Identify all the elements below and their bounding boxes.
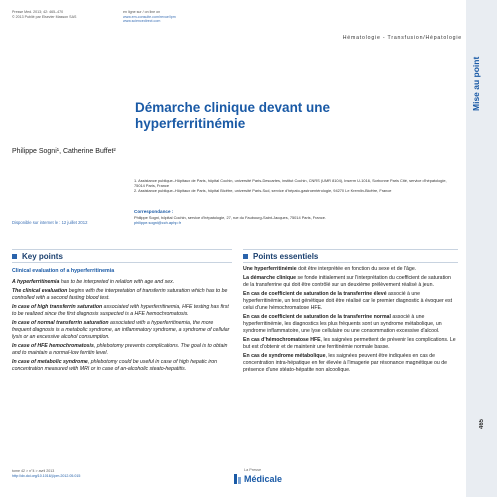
points-essentiels-title: Points essentiels xyxy=(253,252,319,261)
section-tab-label: Mise au point xyxy=(471,56,481,112)
paragraph-lead: En cas de syndrome métabolique xyxy=(243,352,326,359)
page-number: 465 xyxy=(479,418,485,429)
bullet-square-icon xyxy=(12,254,17,259)
section-heading: Hématologie - Transfusion/Hépatologie xyxy=(342,35,462,41)
paragraph-lead: In case of metabolic syndrome xyxy=(12,358,88,365)
affiliation-item: 2. Assistance publique–Hôpitaux de Paris, hôpital Bicêtre, université Paris-Sud, service d'hépato-gastroentérologie, 94270 Le Kremlin-Bicêtre, France xyxy=(134,188,392,193)
paragraph-text: associated with a hyperferritinemia, the more frequent diagnosis is a metabolic syndrome, an inflammatory syndrome, a syndrome of cellular lysis or an excessive alcohol consumption. xyxy=(12,319,230,340)
paragraph xyxy=(243,291,458,313)
paragraph xyxy=(12,359,232,373)
paragraph-lead: En cas d'hémochromatose HFE xyxy=(243,336,321,343)
logo-mark-icon xyxy=(234,474,242,484)
article-authors: Philippe Sogni¹, Catherine Buffet² xyxy=(12,148,116,155)
paragraph xyxy=(243,337,458,351)
paragraph xyxy=(243,314,458,336)
points-essentiels-heading xyxy=(243,252,318,261)
affiliation-item: 1. Assistance publique–Hôpitaux de Paris, hôpital Cochin, université Paris-Descartes, institut Cochin, CNRS (UMR 8104), Inserm U-1016, Sorbonne Paris Cité, service d'hépatologie, 75014 Paris, France xyxy=(134,178,447,188)
journal-logo xyxy=(232,466,302,488)
key-points-heading xyxy=(12,252,63,261)
divider xyxy=(12,262,232,263)
availability-note: Disponible sur internet le : 12 juillet 2012 xyxy=(12,220,88,225)
footer-info xyxy=(12,469,132,478)
paragraph-text: associé à une hyperferritinémie, un test génétique doit être réalisé car le premier diagnostic à évoquer est celui d'une hémochromatose HFE. xyxy=(243,290,453,312)
paragraph-lead: Une hyperferritinémie xyxy=(243,266,297,272)
journal-info xyxy=(12,10,122,19)
online-link[interactable]: www.em-consulte.com/revue/lpm xyxy=(123,14,176,19)
bullet-square-icon xyxy=(243,254,248,259)
key-points-body xyxy=(12,279,232,374)
key-points-subheading: Clinical evaluation of a hyperferritinemia xyxy=(12,268,115,274)
logo-top-text: La Presse xyxy=(244,468,262,472)
paragraph-text: , phlebotomy prevents complications. The goal is to obtain and to maintain a normal-low ferritin level. xyxy=(12,342,228,356)
paragraph-lead: The clinical evaluation xyxy=(12,287,68,294)
correspondence-address: Philippe Sogni, hôpital Cochin, service d'hépatologie, 27, rue du Faubourg-Saint-Jacques, 75014 Paris, France. xyxy=(134,215,326,220)
divider xyxy=(12,249,232,250)
paragraph-text: , les saignées peuvent être indiquées en cas de concentration intra-hépatique en fer élevée à l'imagerie par résonance magnétique ou de présence d'une stéato-hépatite non alcoolique. xyxy=(243,352,448,374)
correspondence-title: Correspondance : xyxy=(134,209,174,214)
paragraph-text: associé à une hyperferritinémie, les diagnostics les plus fréquents sont un syndrome métabolique, un syndrome inflammatoire, une lyse cellulaire ou une consommation excessive d'alcool. xyxy=(243,313,442,335)
footer-line: tome 42 > n°4 > avril 2013 xyxy=(12,469,55,473)
paragraph xyxy=(12,320,232,342)
paragraph-text: associated with hyperferritinemia, HFE testing has first to be realized since the first diagnosis suspected is a HFE hemochromatosis. xyxy=(12,303,229,317)
paragraph-lead: A hyperferritinemia xyxy=(12,279,60,285)
paragraph-text: doit être interprétée en fonction du sexe et de l'âge. xyxy=(296,266,417,272)
paragraph xyxy=(12,288,232,302)
online-line: en ligne sur / on line on xyxy=(123,10,161,14)
paragraph-text: has to be interpreted in relation with age and sex. xyxy=(59,279,175,285)
correspondence xyxy=(134,215,334,225)
paragraph xyxy=(12,304,232,318)
paragraph-lead: En cas de coefficient de saturation de la transferrine élevé xyxy=(243,290,387,297)
key-points-title: Key points xyxy=(22,252,63,261)
journal-line: Presse Med. 2013; 42: 465–470 xyxy=(12,10,64,14)
journal-line: © 2013 Publié par Elsevier Masson SAS xyxy=(12,14,77,19)
paragraph-lead: In case of normal transferrin saturation xyxy=(12,319,109,326)
paragraph-text: begins with the interpretation of transferrin saturation which has to be controlled with a second fasting blood test. xyxy=(12,287,228,301)
points-essentiels-body xyxy=(243,266,458,376)
online-link[interactable]: www.sciencedirect.com xyxy=(123,19,161,24)
paragraph xyxy=(12,279,232,286)
online-info xyxy=(123,10,203,24)
paragraph-lead: En cas de coefficient de saturation de la transferrine normal xyxy=(243,313,391,320)
doi-link[interactable]: http://dx.doi.org/10.1016/j.lpm.2012.05.015 xyxy=(12,473,81,478)
affiliations xyxy=(134,178,454,193)
paragraph-lead: In case of high transferrin saturation xyxy=(12,303,103,310)
paragraph xyxy=(243,275,458,289)
paragraph-text: se fonde initialement sur l'interprétation du coefficient de saturation de la transferrine qui doit être contrôlé sur un deuxième prélèvement réalisé à jeun. xyxy=(243,274,451,288)
logo-main-text: Médicale xyxy=(244,474,283,484)
article-title: Démarche clinique devant une hyperferritinémie xyxy=(135,100,331,131)
paragraph-text: , les saignées permettent de prévenir les complications. Le but est d'obtenir et de maintenir une ferritinémie normale basse. xyxy=(243,336,456,351)
paragraph-text: , phlebotomy could be useful in case of high hepatic iron concentration measured with MRI or in case of an-alcoholic steato-hepatitis. xyxy=(12,358,218,372)
paragraph xyxy=(12,343,232,357)
paragraph xyxy=(243,266,458,273)
paragraph-lead: La démarche clinique xyxy=(243,274,297,281)
divider xyxy=(243,262,458,263)
divider xyxy=(243,249,458,250)
paragraph xyxy=(243,353,458,375)
paragraph-lead: In case of HFE hemochromatosis xyxy=(12,342,94,349)
correspondence-email[interactable]: philippe.sogni@cch.aphp.fr xyxy=(134,220,181,225)
